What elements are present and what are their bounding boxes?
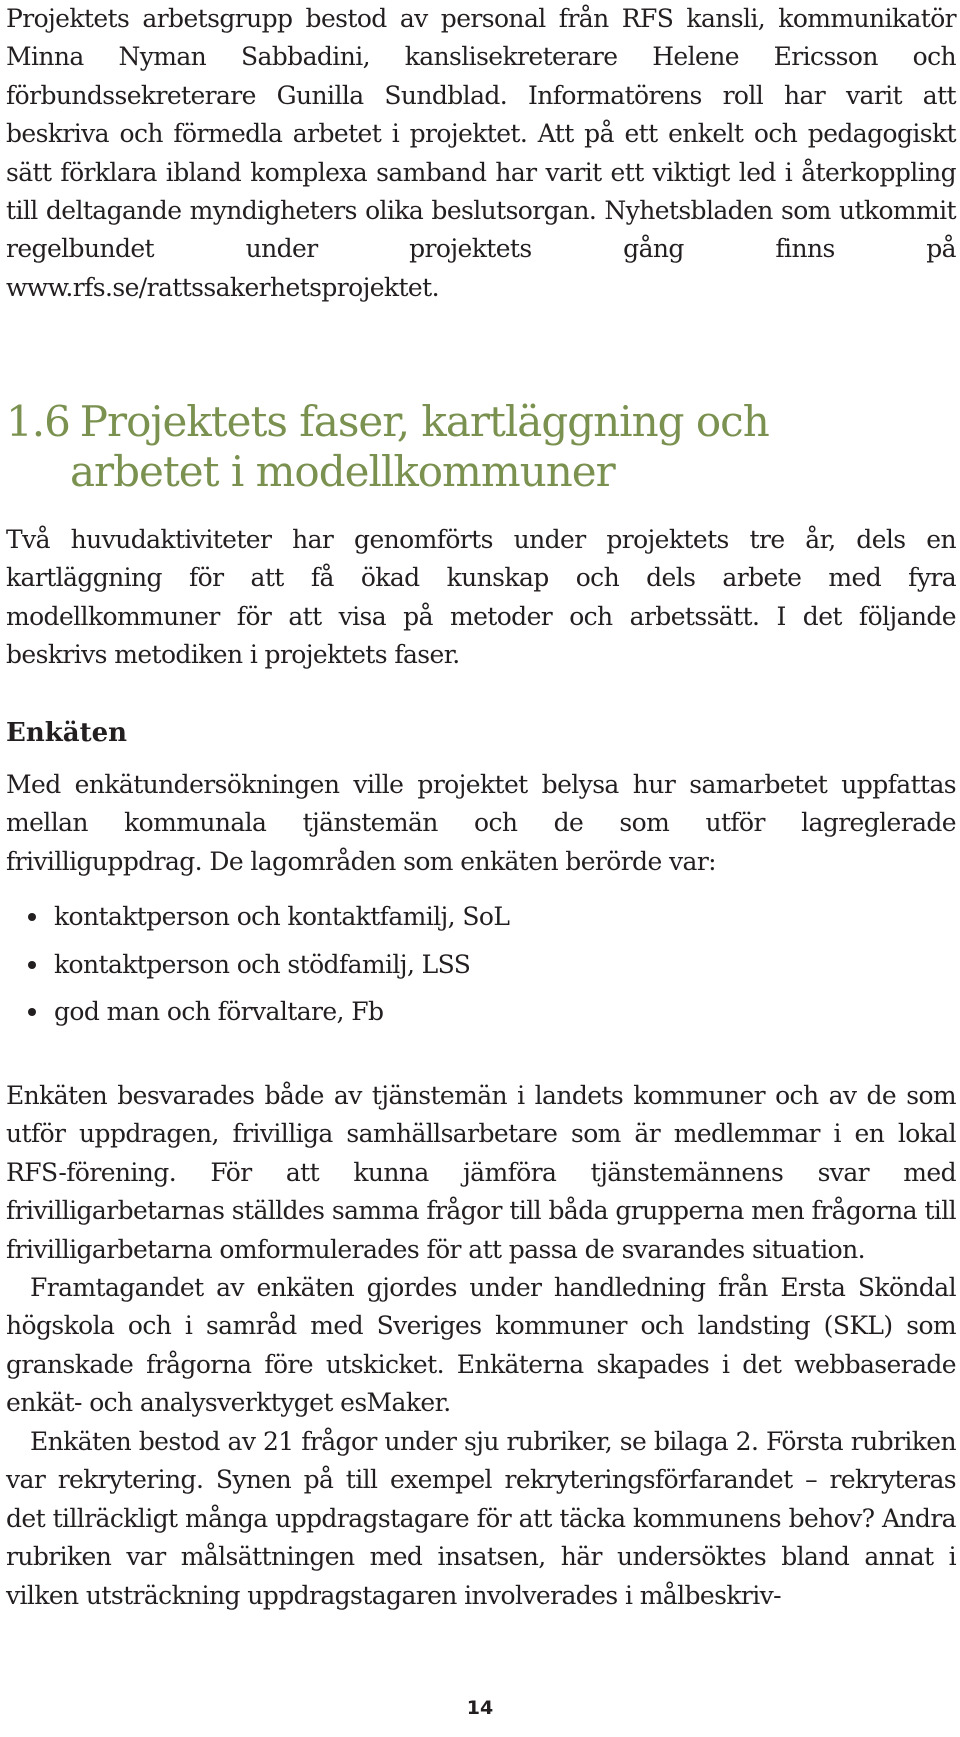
list-item: [6, 893, 509, 941]
list-item-text: kontaktperson och kontaktfamilj, SoL: [54, 902, 510, 931]
bullet-icon: [28, 1008, 36, 1016]
bullet-icon: [28, 913, 36, 921]
section-heading: [6, 397, 906, 497]
section-title-line-2: arbetet i modellkommuner: [70, 447, 615, 496]
enkaten-heading: Enkäten: [6, 718, 128, 748]
section-number: 1.6: [6, 397, 70, 446]
bullet-icon: [28, 961, 36, 969]
intro-paragraph: Projektets arbetsgrupp bestod av personal från RFS kansli, kommunikatör Minna Nyman Sabbadini, kanslisekreterare Helene Ericsson och förbundssekreterare Gunilla Sundblad. Informatörens roll har varit att beskriva och förmedla arbetet i projektet. Att på ett enkelt och pedagogiskt sätt förklara ibland komplexa samband har varit ett viktigt led i återkoppling till deltagande myndigheters olika beslutsorgan. Nyhetsbladen som utkommit regelbundet under projektets gång finns på www.rfs.se/rattssakerhetsprojektet.: [6, 4, 956, 302]
enkaten-intro-paragraph: Med enkätundersökningen ville projektet belysa hur samarbetet uppfattas mellan kommunala tjänstemän och de som utför lagreglerade frivilliguppdrag. De lagområden som enkäten berörde var:: [6, 770, 956, 876]
section-paragraph: Två huvudaktiviteter har genomförts under projektets tre år, dels en kartläggning för att få ökad kunskap och dels arbete med fyra modellkommuner för att visa på metoder och arbetssätt. I det följande beskrivs metodiken i projektets faser.: [6, 525, 956, 670]
enkaten-paragraph-3: Enkäten bestod av 21 frågor under sju rubriker, se bilaga 2. Första rubriken var rekrytering. Synen på till exempel rekryteringsförfarandet – rekryteras det tillräckligt många uppdragstagare för att täcka kommunens behov? Andra rubriken var målsättningen med insatsen, här undersöktes bland annat i vilken utsträckning uppdragstagaren involverades i målbeskriv-: [6, 1427, 956, 1610]
list-item: [6, 988, 509, 1036]
enkaten-paragraph-1: Enkäten besvarades både av tjänstemän i landets kommuner och av de som utför uppdragen, frivilliga samhällsarbetare som är medlemmar i en lokal RFS-förening. För att kunna jämföra tjänstemännens svar med frivilligarbetarnas ställdes samma frågor till båda grupperna men frågorna till frivilligarbetarna omformulerades för att passa de svarandes situation.: [6, 1081, 956, 1264]
list-item-text: kontaktperson och stödfamilj, LSS: [54, 949, 471, 979]
law-areas-list: [6, 893, 509, 1036]
section-title-line-1: Projektets faser, kartläggning och: [79, 397, 769, 446]
page-number: 14: [466, 1697, 494, 1719]
enkaten-paragraph-2: Framtagandet av enkäten gjordes under handledning från Ersta Sköndal högskola och i samråd med Sveriges kommuner och landsting (SKL) som granskade frågorna före utskicket. Enkäterna skapades i det webbaserade enkät- och analysverktyget esMaker.: [6, 1273, 956, 1418]
list-item-text: god man och förvaltare, Fb: [54, 997, 384, 1027]
list-item: [6, 941, 509, 989]
